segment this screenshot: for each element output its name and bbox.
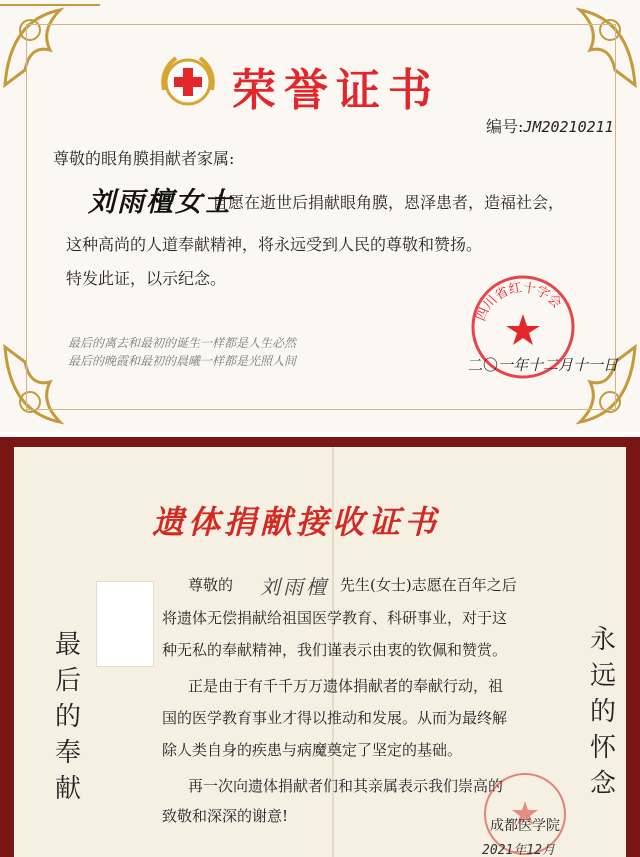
red-cross-logo-icon <box>156 50 220 114</box>
body-donation-certificate <box>0 437 640 857</box>
para1-line2: 将遗体无偿捐献给祖国医学教育、科研事业，对于这 <box>162 609 508 627</box>
certificate-title: 遗体捐献接收证书 <box>152 503 441 541</box>
date-handwritten: 一年十二月十一日 <box>498 356 619 374</box>
number-value: JM20210211 <box>523 118 614 136</box>
photo-placeholder <box>96 581 154 667</box>
para2-line1: 正是由于有千千万万遗体捐献者的奉献行动，祖 <box>188 677 504 695</box>
issue-date: 2021年12月 <box>482 843 555 857</box>
poem-line-1: 最后的离去和最初的诞生一样都是人生必然 <box>68 336 297 350</box>
certificate-title: 荣誉证书 <box>232 65 440 116</box>
poem-line-2: 最后的晚霞和最初的晨曦一样都是光照人间 <box>68 354 297 368</box>
date-prefix: 二〇 <box>468 356 499 374</box>
para1-line3: 种无私的奉献精神，我们谨表示由衷的钦佩和赞赏。 <box>162 641 508 659</box>
body-line-3: 特发此证，以示纪念。 <box>66 269 227 288</box>
para3-line2: 致敬和深深的谢意! <box>162 807 289 825</box>
para2-line2: 国的医学教育事业才得以推动和发展。从而为最终解 <box>162 709 508 727</box>
body-line-2: 这种高尚的人道奉献精神，将永远受到人民的尊敬和赞扬。 <box>66 235 483 254</box>
issuing-organization: 成都医学院 <box>490 818 560 834</box>
certificate-number <box>486 114 614 137</box>
donor-name-handwritten: 刘雨檀女士 <box>88 187 233 218</box>
para3-line1: 再一次向遗体捐献者们和其亲属表示我们崇高的 <box>188 777 504 795</box>
number-label: 编号: <box>486 117 524 136</box>
para1-prefix: 尊敬的 <box>188 576 234 594</box>
left-vertical-text: 最后的奉献 <box>54 630 81 804</box>
para1-suffix: 先生(女士)志愿在百年之后 <box>340 576 517 594</box>
salutation: 尊敬的眼角膜捐献者家属: <box>53 149 235 168</box>
donor-name-handwritten: 刘雨檀 <box>260 575 329 599</box>
para2-line3: 除人类自身的疾患与病魔奠定了坚定的基础。 <box>162 741 463 759</box>
svg-text:四川省红十字会: 四川省红十字会 <box>473 280 565 324</box>
issue-date <box>468 354 618 375</box>
right-vertical-text: 永远的怀念 <box>589 625 616 799</box>
certificate-page <box>14 447 626 857</box>
body-line-1: 自愿在逝世后捐献眼角膜，恩泽患者，造福社会， <box>212 193 565 212</box>
